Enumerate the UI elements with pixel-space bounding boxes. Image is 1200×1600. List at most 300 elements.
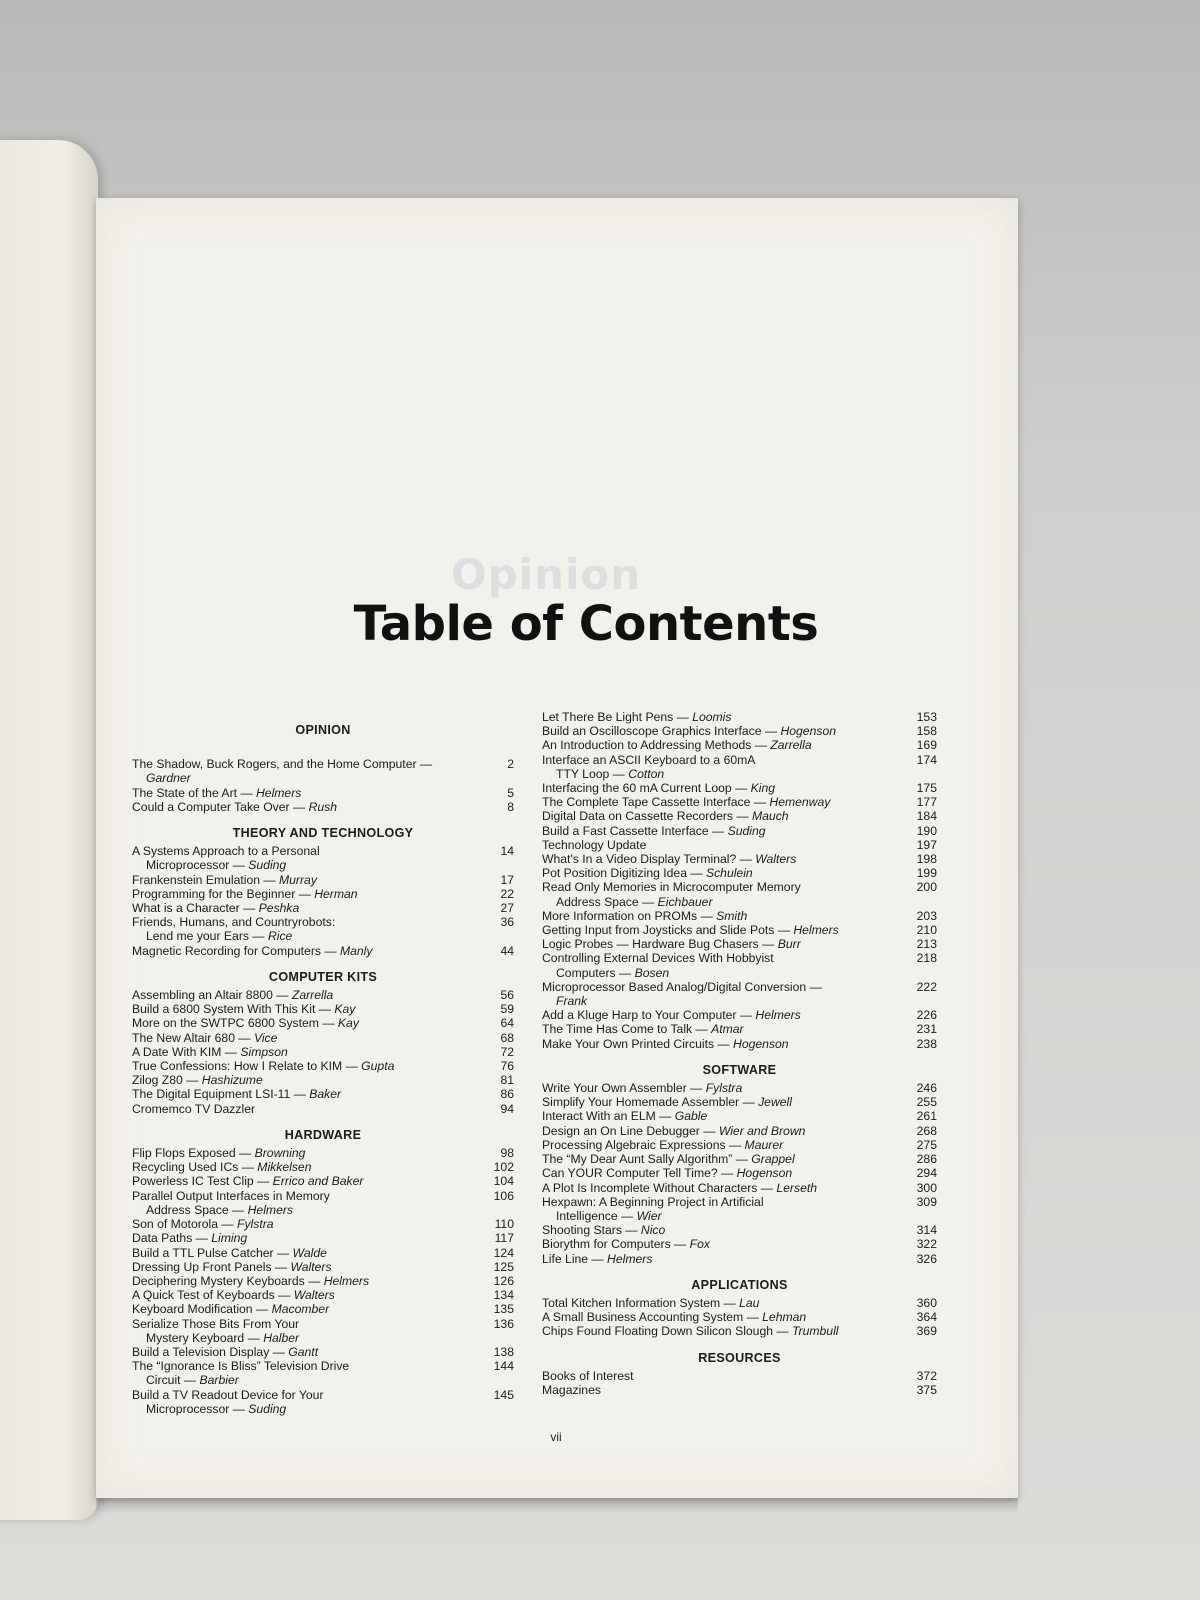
entry-title-line bbox=[542, 951, 889, 965]
toc-entry bbox=[132, 1002, 514, 1016]
entry-title-line bbox=[542, 1138, 889, 1152]
entry-page-number: 200 bbox=[916, 880, 937, 895]
toc-entry bbox=[542, 1037, 937, 1051]
entry-page-number: 222 bbox=[916, 979, 937, 994]
entry-title-line bbox=[132, 1217, 466, 1231]
entry-author: Walters bbox=[293, 1288, 335, 1303]
entry-title-line bbox=[542, 1195, 889, 1209]
entry-title: Let There Be Light Pens — bbox=[542, 710, 693, 724]
entry-title-line bbox=[132, 1231, 466, 1245]
entry-title-line bbox=[542, 1383, 889, 1397]
entry-title-line bbox=[132, 1016, 466, 1030]
entry-title-line bbox=[542, 1109, 889, 1123]
entry-title-line bbox=[542, 809, 889, 823]
entry-author: Loomis bbox=[692, 710, 732, 724]
toc-entry bbox=[542, 1022, 937, 1036]
toc-entry bbox=[542, 1324, 937, 1338]
entry-title: Digital Data on Cassette Recorders — bbox=[542, 809, 752, 824]
page-title: Table of Contents bbox=[353, 596, 819, 652]
entry-page-number: 198 bbox=[916, 852, 937, 867]
toc-entry bbox=[132, 1102, 514, 1116]
entry-title-line bbox=[542, 1310, 889, 1324]
entry-author: Mauch bbox=[752, 809, 789, 824]
toc-entry bbox=[542, 781, 937, 795]
entry-page-number: 72 bbox=[500, 1044, 514, 1059]
entry-page-number: 199 bbox=[916, 866, 937, 881]
toc-entry bbox=[542, 951, 937, 979]
entry-title: More Information on PROMs — bbox=[542, 908, 717, 923]
entry-page-number: 174 bbox=[916, 752, 937, 767]
entry-title: Build a Fast Cassette Interface — bbox=[542, 823, 728, 838]
entry-title: Magazines bbox=[542, 1382, 601, 1397]
entry-page-number: 372 bbox=[916, 1368, 937, 1383]
entry-author: Wier and Brown bbox=[718, 1123, 806, 1138]
entry-title-line bbox=[542, 852, 889, 866]
toc-entry bbox=[542, 1383, 937, 1397]
entry-page-number: 177 bbox=[916, 795, 937, 810]
entry-title: The State of the Art — bbox=[132, 785, 256, 800]
entry-title: Serialize Those Bits From Your bbox=[132, 1316, 300, 1331]
toc-entry bbox=[542, 1008, 937, 1022]
toc-entry bbox=[542, 753, 937, 781]
entry-page-number: 117 bbox=[494, 1231, 514, 1246]
entry-title: Books of Interest bbox=[542, 1368, 634, 1383]
toc-entry bbox=[132, 944, 514, 958]
entry-page-number: 125 bbox=[493, 1259, 514, 1274]
entry-title-line bbox=[132, 1189, 466, 1203]
section-heading: APPLICATIONS bbox=[691, 1277, 788, 1292]
entry-title: Recycling Used ICs — bbox=[132, 1160, 258, 1175]
entry-continuation-line bbox=[132, 1203, 466, 1217]
entry-page-number: 322 bbox=[916, 1237, 937, 1252]
entry-author: Baker bbox=[309, 1087, 342, 1102]
entry-author: Herman bbox=[314, 886, 358, 901]
entry-page-number: 44 bbox=[500, 943, 514, 958]
entry-title-line bbox=[132, 800, 466, 814]
entry-author: Rice bbox=[267, 929, 293, 944]
toc-entry bbox=[542, 738, 937, 752]
entry-author: Murray bbox=[279, 872, 317, 887]
toc-entry bbox=[542, 852, 937, 866]
entry-title-line bbox=[542, 909, 889, 923]
entry-title-line bbox=[542, 937, 889, 951]
toc-entry bbox=[132, 1317, 514, 1345]
entry-page-number: 226 bbox=[916, 1008, 937, 1023]
entry-title: Programming for the Beginner — bbox=[132, 886, 315, 901]
toc-entry bbox=[132, 1146, 514, 1160]
toc-entry bbox=[542, 838, 937, 852]
toc-entry bbox=[132, 901, 514, 915]
entry-page-number: 158 bbox=[916, 724, 937, 739]
entry-title: Interfacing the 60 mA Current Loop — bbox=[542, 781, 751, 796]
entry-title: Life Line — bbox=[542, 1251, 608, 1266]
entry-author: Kay bbox=[334, 1002, 356, 1017]
entry-title: Assembling an Altair 8800 — bbox=[132, 988, 292, 1003]
entry-title-line bbox=[132, 988, 466, 1002]
entry-page-number: 153 bbox=[916, 710, 937, 724]
entry-author: Peshka bbox=[258, 901, 300, 916]
entry-title: A Small Business Accounting System — bbox=[542, 1310, 763, 1325]
entry-page-number: 36 bbox=[500, 915, 514, 930]
entry-continuation-line bbox=[542, 895, 889, 909]
toc-entry bbox=[542, 1124, 937, 1138]
entry-title: Build a TTL Pulse Catcher — bbox=[132, 1245, 293, 1260]
entry-title-line bbox=[132, 1045, 466, 1059]
entry-title-line bbox=[542, 781, 889, 795]
entry-page-number: 110 bbox=[494, 1217, 514, 1232]
entry-title-line bbox=[542, 710, 889, 724]
entry-title-line bbox=[542, 923, 889, 937]
show-through-heading: Opinion bbox=[450, 550, 642, 599]
entry-title-continuation: Lend me your Ears — bbox=[146, 929, 268, 944]
entry-author: Liming bbox=[211, 1231, 248, 1246]
entry-title: A Plot Is Incomplete Without Characters — bbox=[542, 1180, 777, 1195]
toc-entry bbox=[542, 937, 937, 951]
entry-author: Macomber bbox=[271, 1302, 330, 1317]
entry-page-number: 369 bbox=[916, 1324, 937, 1339]
entry-author: Halber bbox=[263, 1330, 300, 1345]
entry-continuation-line bbox=[542, 1209, 889, 1223]
toc-entry bbox=[542, 923, 937, 937]
entry-page-number: 314 bbox=[916, 1223, 937, 1238]
entry-title-line bbox=[132, 1002, 466, 1016]
entry-title-line bbox=[132, 1160, 466, 1174]
entry-author: Atmar bbox=[711, 1022, 744, 1037]
entry-title: Shooting Stars — bbox=[542, 1223, 641, 1238]
entry-title: Cromemco TV Dazzler bbox=[132, 1101, 256, 1116]
entry-title-continuation: Computers — bbox=[556, 965, 635, 980]
entry-continuation-line bbox=[132, 1402, 466, 1416]
entry-author: Walde bbox=[292, 1245, 327, 1260]
entry-author: Helmers bbox=[755, 1008, 801, 1023]
toc-entry bbox=[542, 1166, 937, 1180]
entry-author: Fylstra bbox=[237, 1217, 274, 1232]
entry-title: Read Only Memories in Microcomputer Memory bbox=[542, 880, 801, 895]
entry-page-number: 268 bbox=[916, 1123, 937, 1138]
toc-entry bbox=[132, 800, 514, 814]
entry-title: Build a TV Readout Device for Your bbox=[132, 1387, 324, 1402]
entry-author: Lerseth bbox=[776, 1180, 818, 1195]
entry-author: Nico bbox=[640, 1223, 666, 1238]
entry-author: Lau bbox=[739, 1295, 760, 1310]
entry-page-number: 210 bbox=[916, 923, 937, 938]
entry-author: Walters bbox=[755, 852, 797, 867]
entry-title-line bbox=[132, 1274, 466, 1288]
entry-author: Lehman bbox=[762, 1310, 807, 1325]
entry-title-line bbox=[132, 1288, 466, 1302]
entry-author: Burr bbox=[777, 937, 801, 952]
toc-entry bbox=[132, 757, 514, 785]
toc-entry bbox=[132, 1016, 514, 1030]
entry-title-line bbox=[542, 824, 889, 838]
entry-title-line bbox=[542, 1022, 889, 1036]
entry-title-continuation: Microprocessor — bbox=[146, 1401, 249, 1416]
toc-entry bbox=[132, 844, 514, 872]
entry-title-line bbox=[132, 1302, 466, 1316]
entry-page-number: 300 bbox=[916, 1180, 937, 1195]
entry-author: Browning bbox=[254, 1146, 306, 1161]
entry-title: Pot Position Digitizing Idea — bbox=[542, 866, 706, 881]
entry-title: Zilog Z80 — bbox=[132, 1073, 202, 1088]
entry-page-number: 68 bbox=[500, 1030, 514, 1045]
entry-page-number: 190 bbox=[916, 823, 937, 838]
book-page bbox=[96, 198, 1018, 1498]
entry-page-number: 2 bbox=[507, 757, 514, 772]
entry-author: Simpson bbox=[240, 1044, 288, 1059]
toc-entry bbox=[542, 880, 937, 908]
entry-author: Schulein bbox=[705, 866, 753, 881]
toc-entry bbox=[542, 1095, 937, 1109]
entry-continuation-line bbox=[542, 994, 889, 1008]
entry-page-number: 104 bbox=[493, 1174, 514, 1189]
entry-author: Hashizume bbox=[201, 1073, 263, 1088]
toc-entry bbox=[132, 786, 514, 800]
toc-left-column bbox=[132, 723, 514, 1416]
entry-author: Trumbull bbox=[791, 1324, 839, 1339]
entry-title-line bbox=[132, 1260, 466, 1274]
entry-page-number: 364 bbox=[916, 1310, 937, 1325]
toc-entry bbox=[132, 988, 514, 1002]
toc-entry bbox=[542, 1252, 937, 1266]
entry-title-line bbox=[542, 1124, 889, 1138]
entry-author: Gupta bbox=[361, 1059, 395, 1074]
entry-title: Write Your Own Assembler — bbox=[542, 1081, 706, 1096]
entry-page-number: 14 bbox=[500, 844, 514, 859]
entry-title: Son of Motorola — bbox=[132, 1217, 237, 1232]
entry-title-line bbox=[132, 1345, 466, 1359]
entry-page-number: 309 bbox=[916, 1194, 937, 1209]
toc-entry bbox=[542, 1310, 937, 1324]
page-number: vii bbox=[550, 1430, 562, 1444]
entry-continuation-line bbox=[132, 771, 466, 785]
entry-title: Controlling External Devices With Hobbyist bbox=[542, 951, 774, 966]
entry-author: Helmers bbox=[607, 1251, 653, 1266]
entry-page-number: 184 bbox=[916, 809, 937, 824]
entry-title: Dressing Up Front Panels — bbox=[132, 1259, 291, 1274]
entry-page-number: 197 bbox=[916, 837, 937, 852]
entry-page-number: 27 bbox=[500, 901, 514, 916]
entry-title-line bbox=[542, 738, 889, 752]
entry-author: Suding bbox=[727, 823, 766, 838]
toc-entry bbox=[132, 1231, 514, 1245]
entry-author: Zarrella bbox=[770, 738, 812, 753]
entry-author: Hemenway bbox=[769, 795, 831, 810]
toc-entry bbox=[132, 1031, 514, 1045]
section-heading: HARDWARE bbox=[284, 1127, 362, 1142]
toc-entry bbox=[132, 1087, 514, 1101]
entry-title-line bbox=[542, 1166, 889, 1180]
entry-author: Rush bbox=[308, 799, 338, 814]
entry-author: Fox bbox=[689, 1237, 710, 1252]
entry-title: Powerless IC Test Clip — bbox=[132, 1174, 273, 1189]
entry-title: Interface an ASCII Keyboard to a 60mA bbox=[542, 752, 756, 767]
section-heading: COMPUTER KITS bbox=[268, 969, 378, 984]
entry-title: An Introduction to Addressing Methods — bbox=[542, 738, 771, 753]
entry-title-line bbox=[542, 753, 889, 767]
entry-author: Smith bbox=[716, 908, 748, 923]
entry-title-line bbox=[542, 1181, 889, 1195]
entry-title: Build an Oscilloscope Graphics Interface — bbox=[542, 724, 781, 739]
entry-author: Hogenson bbox=[733, 1036, 789, 1051]
entry-title: Processing Algebraic Expressions — bbox=[542, 1137, 745, 1152]
entry-title-continuation: Address Space — bbox=[146, 1202, 248, 1217]
entry-author: Helmers bbox=[793, 923, 839, 938]
toc-entry bbox=[542, 1223, 937, 1237]
toc-entry bbox=[132, 1260, 514, 1274]
toc-entry bbox=[542, 1152, 937, 1166]
entry-title-continuation: Circuit — bbox=[146, 1373, 200, 1388]
entry-title: A Quick Test of Keyboards — bbox=[132, 1288, 294, 1303]
entry-title-line bbox=[132, 757, 466, 771]
toc-entry bbox=[542, 724, 937, 738]
toc-entry bbox=[132, 887, 514, 901]
toc-entry bbox=[542, 909, 937, 923]
entry-page-number: 126 bbox=[493, 1273, 514, 1288]
entry-title: Could a Computer Take Over — bbox=[132, 799, 309, 814]
entry-title: Technology Update bbox=[542, 837, 647, 852]
toc-entry bbox=[132, 873, 514, 887]
toc-entry bbox=[542, 1109, 937, 1123]
entry-title: What's In a Video Display Terminal? — bbox=[542, 852, 756, 867]
toc-entry bbox=[542, 809, 937, 823]
toc-entry bbox=[132, 1059, 514, 1073]
entry-title-line bbox=[132, 1031, 466, 1045]
entry-page-number: 375 bbox=[916, 1382, 937, 1397]
entry-title-continuation: Mystery Keyboard — bbox=[146, 1330, 264, 1345]
entry-title: Hexpawn: A Beginning Project in Artificial bbox=[542, 1194, 764, 1209]
entry-title-line bbox=[132, 1102, 466, 1116]
entry-page-number: 246 bbox=[916, 1081, 937, 1096]
toc-entry bbox=[132, 1045, 514, 1059]
entry-title: Deciphering Mystery Keyboards — bbox=[132, 1273, 324, 1288]
entry-title-line bbox=[132, 887, 466, 901]
toc-entry bbox=[132, 1073, 514, 1087]
entry-author: Helmers bbox=[323, 1273, 370, 1288]
entry-title-line bbox=[132, 1317, 466, 1331]
toc-entry bbox=[542, 1296, 937, 1310]
entry-title-line bbox=[542, 1152, 889, 1166]
entry-page-number: 64 bbox=[500, 1016, 514, 1031]
entry-author: Gable bbox=[674, 1109, 708, 1124]
entry-title-line bbox=[542, 1095, 889, 1109]
entry-title-line bbox=[132, 901, 466, 915]
entry-page-number: 81 bbox=[500, 1073, 514, 1088]
section-heading: SOFTWARE bbox=[702, 1062, 777, 1077]
entry-author: Zarrella bbox=[291, 988, 334, 1003]
entry-page-number: 138 bbox=[493, 1344, 514, 1359]
entry-author: Gantt bbox=[288, 1344, 319, 1359]
entry-title-line bbox=[132, 944, 466, 958]
entry-title: Getting Input from Joysticks and Slide Pots — bbox=[542, 923, 794, 938]
entry-title-line bbox=[542, 1252, 889, 1266]
entry-author: Frank bbox=[556, 994, 588, 1009]
entry-title-continuation: Address Space — bbox=[556, 894, 658, 909]
entry-title: The Digital Equipment LSI-11 — bbox=[132, 1087, 310, 1102]
entry-title: Interact With an ELM — bbox=[542, 1109, 675, 1124]
entry-title: The Time Has Come to Talk — bbox=[542, 1022, 712, 1037]
entry-author: Hogenson bbox=[780, 724, 837, 739]
entry-title-line bbox=[542, 1237, 889, 1251]
entry-author: Bosen bbox=[634, 965, 670, 980]
entry-page-number: 5 bbox=[507, 785, 514, 800]
entry-title-line bbox=[542, 1008, 889, 1022]
entry-continuation-line bbox=[132, 929, 466, 943]
toc-entry bbox=[542, 1195, 937, 1223]
entry-page-number: 261 bbox=[916, 1109, 937, 1124]
entry-title-line bbox=[132, 1087, 466, 1101]
entry-page-number: 326 bbox=[916, 1251, 937, 1266]
toc-entry bbox=[542, 1369, 937, 1383]
entry-title-line bbox=[132, 915, 466, 929]
entry-title: The New Altair 680 — bbox=[132, 1030, 254, 1045]
section-heading: RESOURCES bbox=[698, 1350, 781, 1365]
entry-page-number: 145 bbox=[493, 1387, 514, 1402]
entry-title-line bbox=[542, 795, 889, 809]
entry-author: Gardner bbox=[146, 771, 191, 786]
entry-title-line bbox=[132, 844, 466, 858]
entry-page-number: 286 bbox=[916, 1152, 937, 1167]
entry-title: Flip Flops Exposed — bbox=[132, 1146, 255, 1161]
entry-author: Helmers bbox=[247, 1202, 293, 1217]
toc-entry bbox=[542, 1237, 937, 1251]
toc-entry bbox=[132, 1217, 514, 1231]
entry-page-number: 124 bbox=[493, 1245, 514, 1260]
entry-title: Frankenstein Emulation — bbox=[132, 872, 279, 887]
entry-title-line bbox=[542, 1081, 889, 1095]
entry-page-number: 144 bbox=[493, 1359, 514, 1374]
entry-title-line bbox=[542, 1037, 889, 1051]
entry-page-number: 275 bbox=[916, 1137, 937, 1152]
entry-title: A Date With KIM — bbox=[132, 1044, 241, 1059]
entry-author: Cotton bbox=[628, 766, 665, 781]
toc-entry bbox=[132, 1288, 514, 1302]
entry-title: A Systems Approach to a Personal bbox=[132, 844, 320, 859]
entry-continuation-line bbox=[132, 858, 466, 872]
entry-author: Errico and Baker bbox=[272, 1174, 364, 1189]
left-page-edge bbox=[0, 140, 98, 1520]
entry-title: Friends, Humans, and Countryrobots: bbox=[132, 915, 336, 930]
toc-entry bbox=[542, 710, 937, 724]
toc-entry bbox=[132, 915, 514, 943]
entry-title-line bbox=[132, 1146, 466, 1160]
entry-author: Barbier bbox=[199, 1373, 239, 1388]
entry-author: Fylstra bbox=[705, 1081, 743, 1096]
entry-continuation-line bbox=[542, 966, 889, 980]
entry-title-line bbox=[542, 1369, 889, 1383]
entry-author: Jewell bbox=[758, 1095, 792, 1110]
entry-page-number: 106 bbox=[493, 1188, 514, 1203]
toc-entry bbox=[132, 1160, 514, 1174]
entry-title-line bbox=[542, 1223, 889, 1237]
entry-page-number: 231 bbox=[916, 1022, 937, 1037]
entry-title-line bbox=[542, 1324, 889, 1338]
toc-entry bbox=[132, 1302, 514, 1316]
toc-entry bbox=[542, 866, 937, 880]
entry-title-line bbox=[132, 1388, 466, 1402]
entry-author: Vice bbox=[253, 1030, 278, 1045]
entry-page-number: 86 bbox=[500, 1087, 514, 1102]
toc-entry bbox=[542, 824, 937, 838]
entry-title: Microprocessor Based Analog/Digital Conversion — bbox=[542, 979, 822, 994]
entry-title-line bbox=[542, 1296, 889, 1310]
entry-page-number: 94 bbox=[500, 1101, 514, 1116]
entry-title: The Shadow, Buck Rogers, and the Home Computer — bbox=[132, 757, 433, 772]
entry-page-number: 56 bbox=[500, 988, 514, 1003]
entry-title: Biorythm for Computers — bbox=[542, 1237, 690, 1252]
entry-page-number: 135 bbox=[493, 1302, 514, 1317]
entry-author: Hogenson bbox=[736, 1166, 793, 1181]
toc-entry bbox=[542, 1081, 937, 1095]
